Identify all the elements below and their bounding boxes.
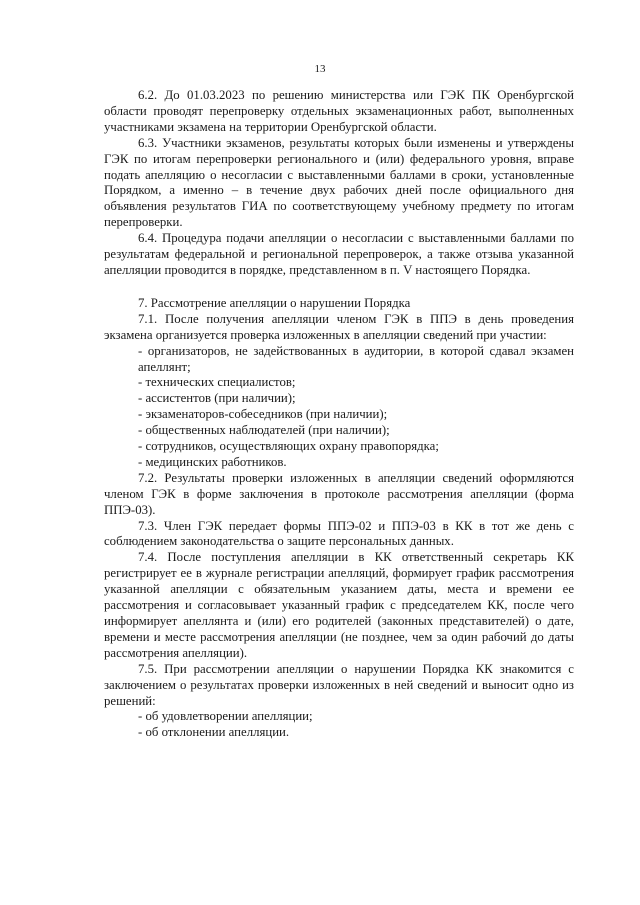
paragraph-7-1: 7.1. После получения апелляции членом ГЭК в ППЭ в день проведения экзамена организуется проверка изложенных в апелляции сведений при участии: <box>104 311 574 342</box>
list-item: - общественных наблюдателей (при наличии); <box>138 423 390 438</box>
page-number: 13 <box>314 63 326 75</box>
list-item: - сотрудников, осуществляющих охрану правопорядка; <box>138 439 439 454</box>
list-item: - экзаменаторов-собеседников (при наличии); <box>138 407 388 422</box>
list-item: - организаторов, не задействованных в аудитории, в которой сдавал экзамен апеллянт; <box>138 343 574 374</box>
list-item: - об удовлетворении апелляции; <box>138 709 313 724</box>
list-item: - ассистентов (при наличии); <box>138 391 296 406</box>
list-item: - технических специалистов; <box>138 375 296 390</box>
document-body <box>104 88 574 741</box>
list-7-1 <box>104 344 574 471</box>
paragraph-7-2: 7.2. Результаты проверки изложенных в апелляции сведений оформляются членом ГЭК в форме заключения в протоколе рассмотрения апелляции (форма ППЭ-03). <box>104 470 574 517</box>
paragraph-6-3: 6.3. Участники экзаменов, результаты которых были изменены и утверждены ГЭК по итогам перепроверки регионального и (или) федерального уровня, вправе подать апелляцию о несогласии с выставленными баллами в сроки, установленные Порядком, а именно – в течение двух рабочих дней после официального дня объявления результатов ГИА по соответствующему учебному предмету по итогам перепроверки. <box>104 135 574 230</box>
list-item: - медицинских работников. <box>138 454 287 469</box>
paragraph-6-2: 6.2. До 01.03.2023 по решению министерства или ГЭК ПК Оренбургской области проводят перепроверку отдельных экзаменационных работ, выполненных участниками экзамена на территории Оренбургской области. <box>104 88 574 134</box>
list-item: - об отклонении апелляции. <box>138 725 290 740</box>
paragraph-7-5: 7.5. При рассмотрении апелляции о нарушении Порядка КК знакомится с заключением о результатах проверки изложенных в ней сведений и выносит одно из решений: <box>104 661 574 708</box>
list-7-5 <box>104 709 574 741</box>
paragraph-6-4: 6.4. Процедура подачи апелляции о несогласии с выставленными баллами по результатам федеральной и региональной перепроверок, а также отзыва указанной апелляции проводится в порядке, представленном в п. V настоящего Порядка. <box>104 231 574 277</box>
section-heading-7: 7. Рассмотрение апелляции о нарушении Порядка <box>138 295 411 310</box>
paragraph-7-4: 7.4. После поступления апелляции в КК ответственный секретарь КК регистрирует ее в журнале регистрации апелляций, формирует график рассмотрения указанной апелляции с обязательным указанием даты, места и времени ее рассмотрения и согласовывает указанный график с председателем КК, после чего информирует апеллянта и (или) его родителей (законных представителей) о дате, времени и месте рассмотрения апелляции (не позднее, чем за один рабочий до даты рассмотрения апелляции). <box>104 550 574 660</box>
paragraph-7-3: 7.3. Член ГЭК передает формы ППЭ-02 и ППЭ-03 в КК в тот же день с соблюдением законодательства о защите персональных данных. <box>104 518 574 549</box>
